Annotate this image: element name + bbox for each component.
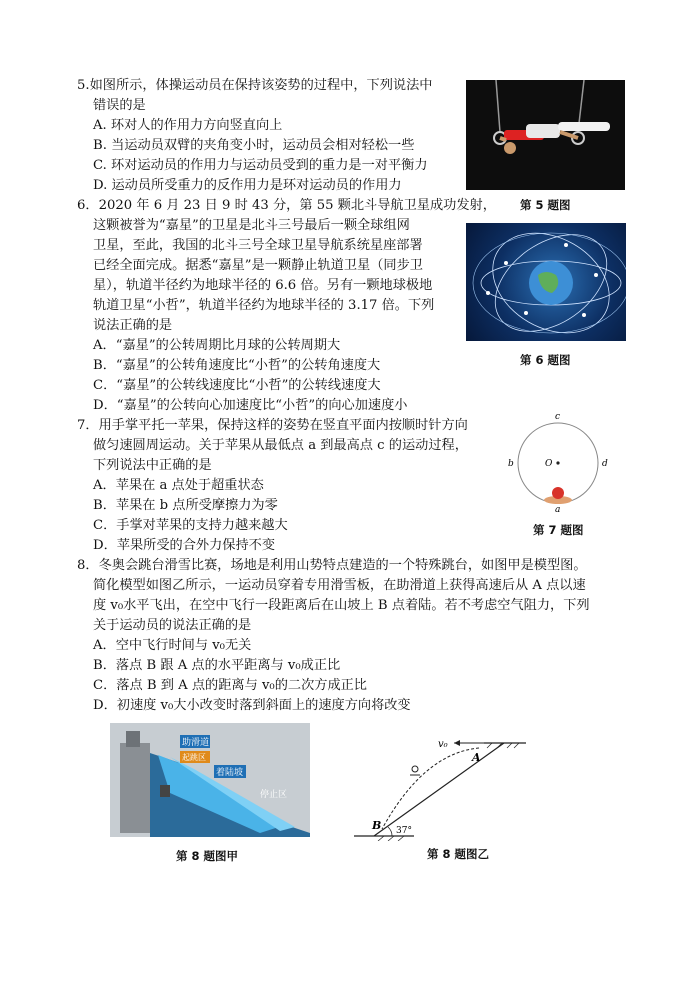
q5-figure-caption: 第 5 题图 <box>520 198 571 212</box>
q6-stem-line6: 轨道卫星“小哲”，轨道半径约为地球半径的 3.17 倍。下列 <box>93 298 435 313</box>
q7-option-d: D．苹果所受的合外力保持不变 <box>93 538 276 553</box>
q5-option-c: C. 环对运动员的作用力与运动员受到的重力是一对平衡力 <box>93 158 428 173</box>
q7-apple <box>552 487 564 499</box>
q7-label-c: c <box>555 412 561 422</box>
q6-stem-line5: 星），轨道半径约为地球半径的 6.6 倍。另有一颗地球极地 <box>93 278 433 293</box>
q6-figure-satellites <box>466 223 626 341</box>
q7-label-b: b <box>508 459 514 469</box>
q6-option-d: D．“嘉星”的公转向心加速度比“小哲”的向心加速度小 <box>93 398 408 413</box>
q8-model-label-3: 着陆坡 <box>216 768 244 778</box>
q5-stem-line1: 5.如图所示，体操运动员在保持该姿势的过程中，下列说法中 <box>77 78 433 93</box>
q8-diagram-label-angle: 37° <box>396 826 412 836</box>
q6-figure-caption: 第 6 题图 <box>520 353 571 367</box>
q6-option-c: C．“嘉星”的公转线速度比“小哲”的公转线速度大 <box>93 378 381 393</box>
q6-stem-line4: 已经全面完成。据悉“嘉星”是一颗静止轨道卫星（同步卫 <box>93 258 423 273</box>
q8-stem-line2: 简化模型如图乙所示，一运动员穿着专用滑雪板，在助滑道上获得高速后从 A 点以速 <box>93 578 586 593</box>
q7-label-a: a <box>555 505 561 513</box>
q7-stem-line3: 下列说法中正确的是 <box>93 458 212 473</box>
q8-model-label-4: 停止区 <box>260 790 288 800</box>
q8-diagram-label-a: A <box>472 751 481 764</box>
q6-option-a: A．“嘉星”的公转周期比月球的公转周期大 <box>93 338 341 353</box>
q6-option-b: B．“嘉星”的公转角速度比“小哲”的公转角速度大 <box>93 358 381 373</box>
q6-stem-line3: 卫星，至此，我国的北斗三号全球卫星导航系统星座部署 <box>93 238 423 253</box>
q7-figure-caption: 第 7 题图 <box>533 523 584 537</box>
q8-model-label-2: 起跳区 <box>182 753 206 762</box>
q5-figure-gymnast <box>466 80 625 190</box>
q6-stem-line2: 这颗被誉为“嘉星”的卫星是北斗三号最后一颗全球组网 <box>93 218 410 233</box>
q8-stem-line3: 度 v₀水平飞出，在空中飞行一段距离后在山坡上 B 点着陆。若不考虑空气阻力，下列 <box>93 598 590 613</box>
q7-option-b: B．苹果在 b 点所受摩擦力为零 <box>93 498 278 513</box>
q8-option-c: C．落点 B 到 A 点的距离与 v₀的二次方成正比 <box>93 678 367 693</box>
q6-stem-line7: 说法正确的是 <box>93 318 173 333</box>
q6-stem-line1: 6．2020 年 6 月 23 日 9 时 43 分，第 55 颗北斗导航卫星成功发射， <box>77 198 496 213</box>
q8-diagram-label-b: B <box>372 819 382 832</box>
q8-stem-line4: 关于运动员的说法正确的是 <box>93 618 252 633</box>
q7-stem-line1: 7．用手掌平托一苹果，保持这样的姿势在竖直平面内按顺时针方向 <box>77 418 468 433</box>
q7-label-center: O <box>545 459 553 469</box>
q5-option-b: B. 当运动员双臂的夹角变小时，运动员会相对轻松一些 <box>93 138 415 153</box>
q8-option-d: D．初速度 v₀大小改变时落到斜面上的速度方向将改变 <box>93 698 411 713</box>
q8-figure-a-caption: 第 8 题图甲 <box>176 849 239 863</box>
q8-figure-b-caption: 第 8 题图乙 <box>427 847 490 861</box>
q5-option-d: D. 运动员所受重力的反作用力是环对运动员的作用力 <box>93 178 402 193</box>
q7-stem-line2: 做匀速圆周运动。关于苹果从最低点 a 到最高点 c 的运动过程， <box>93 438 468 453</box>
q7-option-c: C．手掌对苹果的支持力越来越大 <box>93 518 288 533</box>
q7-label-d: d <box>602 459 608 469</box>
q8-diagram-label-v0: v₀ <box>438 739 448 750</box>
q8-option-b: B．落点 B 跟 A 点的水平距离与 v₀成正比 <box>93 658 341 673</box>
q8-option-a: A．空中飞行时间与 v₀无关 <box>93 638 252 653</box>
q7-option-a: A．苹果在 a 点处于超重状态 <box>93 478 264 493</box>
q8-figure-diagram <box>354 733 530 841</box>
q8-figure-model <box>110 723 310 837</box>
q5-option-a: A. 环对人的作用力方向竖直向上 <box>93 118 283 133</box>
q5-stem-line2: 错误的是 <box>93 98 146 113</box>
q8-model-label-1: 助滑道 <box>182 738 210 748</box>
q8-stem-line1: 8．冬奥会跳台滑雪比赛，场地是利用山势特点建造的一个特殊跳台，如图甲是模型图。 <box>77 558 587 573</box>
q7-figure-circle <box>505 408 615 513</box>
